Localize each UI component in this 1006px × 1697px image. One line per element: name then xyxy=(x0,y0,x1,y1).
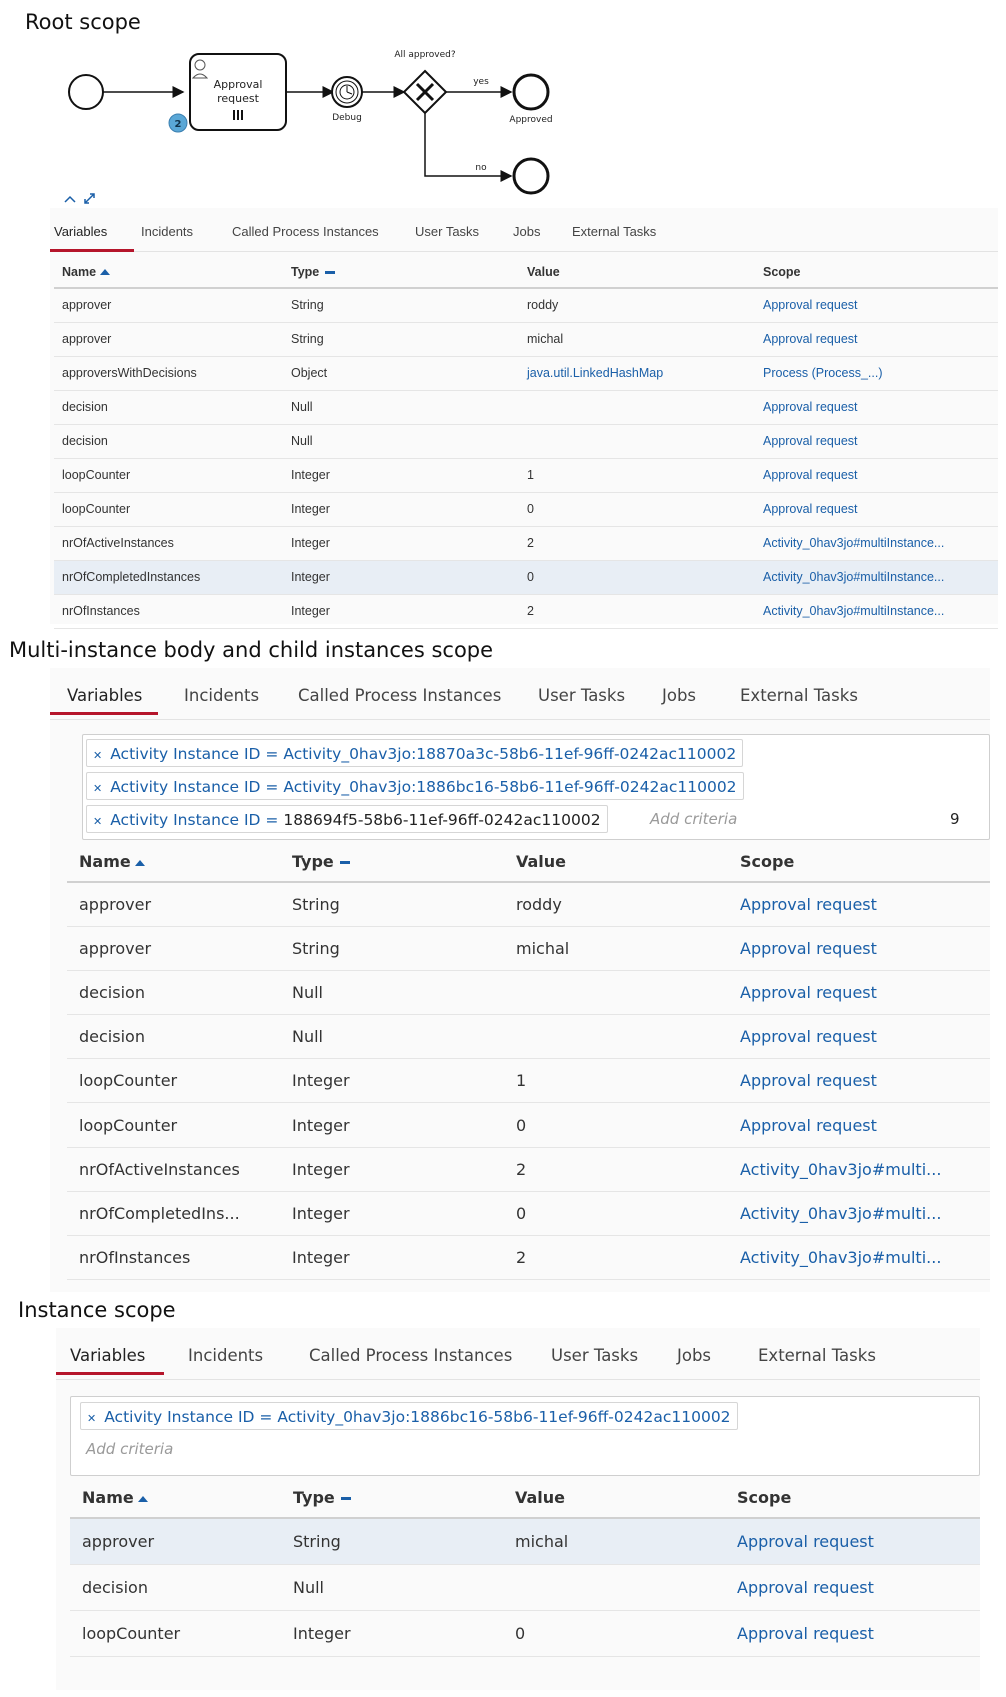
variable-type-cell: Integer xyxy=(290,458,526,492)
variable-scope-link[interactable]: Activity_0hav3jo#multiInstance... xyxy=(762,594,998,628)
variable-scope-link[interactable]: Approval request xyxy=(739,882,990,926)
tab-called-process-instances[interactable]: Called Process Instances xyxy=(232,224,379,239)
variable-scope-link[interactable]: Approval request xyxy=(762,390,998,424)
filter-chip-2[interactable]: ✕ Activity Instance ID = Activity_0hav3jo:1886bc16-58b6-11ef-96ff-0242ac110002 xyxy=(86,772,744,800)
table-row[interactable] xyxy=(54,288,998,322)
end-event-approved[interactable] xyxy=(514,75,548,109)
sort-ascending-icon[interactable] xyxy=(100,269,110,275)
column-type-header[interactable]: Type xyxy=(291,842,515,882)
column-value-header: Value xyxy=(514,1478,736,1518)
tab-external-tasks[interactable]: External Tasks xyxy=(740,686,858,705)
variable-value-cell: 0 xyxy=(514,1610,736,1656)
variable-name-cell: loopCounter xyxy=(54,492,290,526)
column-name-header[interactable]: Name xyxy=(70,1478,292,1518)
remove-filter-icon[interactable]: ✕ xyxy=(93,782,103,795)
multi-variables-table xyxy=(67,842,990,1280)
result-count: 9 xyxy=(950,810,960,828)
tab-user-tasks[interactable]: User Tasks xyxy=(538,686,626,705)
tab-variables[interactable]: Variables xyxy=(54,224,108,239)
column-name-header[interactable]: Name xyxy=(67,842,291,882)
variable-value-cell: roddy xyxy=(526,288,762,322)
table-row[interactable] xyxy=(54,492,998,526)
table-row[interactable] xyxy=(67,970,990,1014)
variable-value-cell: 2 xyxy=(515,1147,739,1191)
tab-called-process-instances[interactable]: Called Process Instances xyxy=(309,1346,513,1365)
variable-type-cell: Integer xyxy=(290,594,526,628)
tab-incidents[interactable]: Incidents xyxy=(141,224,194,239)
variable-scope-link[interactable]: Approval request xyxy=(739,1059,990,1103)
table-row[interactable] xyxy=(70,1610,980,1656)
variable-value-cell: michal xyxy=(515,926,739,970)
variable-type-cell: String xyxy=(291,882,515,926)
variable-name-cell: approver xyxy=(67,882,291,926)
variable-value-cell: 2 xyxy=(526,526,762,560)
variable-scope-link[interactable]: Approval request xyxy=(762,492,998,526)
tab-variables[interactable]: Variables xyxy=(67,686,143,705)
variable-name-cell: decision xyxy=(54,390,290,424)
variable-scope-link[interactable]: Activity_0hav3jo#multi... xyxy=(739,1236,990,1280)
table-row[interactable] xyxy=(70,1518,980,1564)
variable-type-cell: Null xyxy=(292,1564,514,1610)
variable-scope-link[interactable]: Approval request xyxy=(739,1103,990,1147)
tab-jobs[interactable]: Jobs xyxy=(677,1346,712,1365)
variable-value-cell xyxy=(514,1564,736,1610)
variable-name-cell: loopCounter xyxy=(67,1059,291,1103)
table-row[interactable] xyxy=(67,1191,990,1235)
variable-scope-link[interactable]: Approval request xyxy=(736,1610,980,1656)
variable-value-cell xyxy=(515,970,739,1014)
active-tab-indicator xyxy=(50,712,158,715)
table-row[interactable] xyxy=(54,356,998,390)
table-row[interactable] xyxy=(54,390,998,424)
variable-name-cell: nrOfActiveInstances xyxy=(54,526,290,560)
variable-type-cell: String xyxy=(290,288,526,322)
multi-variables-panel xyxy=(50,668,990,1292)
variable-scope-link[interactable]: Approval request xyxy=(736,1564,980,1610)
remove-filter-icon[interactable]: ✕ xyxy=(93,815,103,828)
table-row[interactable] xyxy=(67,1015,990,1059)
variable-value-cell: michal xyxy=(526,322,762,356)
task-label-line2: request xyxy=(217,92,259,105)
tab-jobs[interactable]: Jobs xyxy=(662,686,697,705)
variable-value-cell: 0 xyxy=(515,1191,739,1235)
variable-name-cell: decision xyxy=(70,1564,292,1610)
variable-type-cell: Integer xyxy=(291,1236,515,1280)
variable-type-cell: String xyxy=(291,926,515,970)
variable-name-cell: approver xyxy=(54,322,290,356)
variable-value-cell[interactable]: java.util.LinkedHashMap xyxy=(526,356,762,390)
column-scope-header: Scope xyxy=(736,1478,980,1518)
approval-request-task[interactable] xyxy=(169,54,286,132)
variable-scope-link[interactable]: Approval request xyxy=(762,322,998,356)
active-tab-indicator xyxy=(50,249,134,252)
instance-scope-title: Instance scope xyxy=(18,1298,176,1322)
root-scope-title: Root scope xyxy=(25,10,141,34)
tab-user-tasks[interactable]: User Tasks xyxy=(415,224,480,239)
variable-value-cell: michal xyxy=(514,1518,736,1564)
variable-scope-link[interactable]: Process (Process_...) xyxy=(762,356,998,390)
remove-filter-icon[interactable]: ✕ xyxy=(87,1412,97,1425)
variable-name-cell: nrOfActiveInstances xyxy=(67,1147,291,1191)
variable-type-cell: Object xyxy=(290,356,526,390)
timer-event[interactable] xyxy=(332,77,362,107)
variable-type-cell: String xyxy=(292,1518,514,1564)
instance-variables-table xyxy=(70,1478,980,1657)
variable-value-cell xyxy=(526,424,762,458)
instance-count-badge-label: 2 xyxy=(174,119,182,130)
table-row[interactable] xyxy=(67,1147,990,1191)
remove-filter-icon[interactable]: ✕ xyxy=(93,749,103,762)
variable-scope-link[interactable]: Approval request xyxy=(762,458,998,492)
variable-type-cell: Null xyxy=(291,1015,515,1059)
tab-jobs[interactable]: Jobs xyxy=(513,224,541,239)
table-row[interactable] xyxy=(67,882,990,926)
gateway-label: All approved? xyxy=(394,50,456,60)
table-row[interactable] xyxy=(54,424,998,458)
active-tab-indicator xyxy=(56,1372,164,1375)
variable-scope-link[interactable]: Activity_0hav3jo#multi... xyxy=(739,1191,990,1235)
tab-user-tasks[interactable]: User Tasks xyxy=(551,1346,639,1365)
variable-name-cell: nrOfCompletedInstances xyxy=(54,560,290,594)
tab-incidents[interactable]: Incidents xyxy=(184,686,260,705)
variable-scope-link[interactable]: Approval request xyxy=(739,1015,990,1059)
variable-name-cell: loopCounter xyxy=(67,1103,291,1147)
add-criteria-input[interactable]: Add criteria xyxy=(86,1440,174,1458)
filter-chip-1[interactable]: ✕ Activity Instance ID = Activity_0hav3jo:18870a3c-58b6-11ef-96ff-0242ac110002 xyxy=(86,739,743,767)
instance-variables-panel xyxy=(56,1328,980,1690)
filter-chip-1[interactable]: ✕ Activity Instance ID = Activity_0hav3jo:1886bc16-58b6-11ef-96ff-0242ac110002 xyxy=(80,1402,738,1430)
table-row[interactable] xyxy=(54,322,998,356)
sort-ascending-icon[interactable] xyxy=(138,1496,148,1502)
task-label-line1: Approval xyxy=(213,78,263,91)
multi-scope-title: Multi-instance body and child instances scope xyxy=(9,638,494,662)
table-row[interactable] xyxy=(67,1103,990,1147)
column-name-header[interactable]: Name xyxy=(54,256,290,288)
tab-external-tasks[interactable]: External Tasks xyxy=(572,224,657,239)
variable-value-cell: 0 xyxy=(526,560,762,594)
fullscreen-icon[interactable] xyxy=(85,194,94,203)
variable-scope-link[interactable]: Activity_0hav3jo#multiInstance... xyxy=(762,526,998,560)
column-value-header: Value xyxy=(515,842,739,882)
variable-type-cell: Null xyxy=(291,970,515,1014)
variable-name-cell: approversWithDecisions xyxy=(54,356,290,390)
table-row[interactable] xyxy=(67,926,990,970)
collapse-icon[interactable] xyxy=(65,197,75,202)
variable-scope-link[interactable]: Approval request xyxy=(739,970,990,1014)
variable-name-cell: approver xyxy=(54,288,290,322)
tab-incidents[interactable]: Incidents xyxy=(188,1346,264,1365)
variable-scope-link[interactable]: Approval request xyxy=(736,1518,980,1564)
variable-scope-link[interactable]: Activity_0hav3jo#multi... xyxy=(739,1147,990,1191)
variable-value-cell: 1 xyxy=(526,458,762,492)
timer-label: Debug xyxy=(332,113,362,123)
variable-type-cell: Integer xyxy=(291,1059,515,1103)
variable-name-cell: nrOfInstances xyxy=(67,1236,291,1280)
table-row[interactable] xyxy=(54,526,998,560)
table-row[interactable] xyxy=(67,1236,990,1280)
variable-type-cell: Null xyxy=(290,390,526,424)
variable-name-cell: loopCounter xyxy=(70,1610,292,1656)
variable-type-cell: Null xyxy=(290,424,526,458)
variable-scope-link[interactable]: Activity_0hav3jo#multiInstance... xyxy=(762,560,998,594)
end-event-rejected[interactable] xyxy=(514,159,548,193)
sort-none-icon[interactable] xyxy=(325,271,335,274)
variable-name-cell: nrOfCompletedIns... xyxy=(67,1191,291,1235)
variable-name-cell: decision xyxy=(67,1015,291,1059)
tab-variables[interactable]: Variables xyxy=(70,1346,146,1365)
variable-name-cell: approver xyxy=(67,926,291,970)
column-value-header: Value xyxy=(526,256,762,288)
variable-type-cell: Integer xyxy=(292,1610,514,1656)
end-approved-label: Approved xyxy=(509,115,553,125)
variable-scope-link[interactable]: Approval request xyxy=(762,288,998,322)
filter-chip-3[interactable]: ✕ Activity Instance ID = 188694f5-58b6-11ef-96ff-0242ac110002 xyxy=(86,805,608,833)
variable-scope-link[interactable]: Approval request xyxy=(739,926,990,970)
variable-value-cell xyxy=(526,390,762,424)
variable-name-cell: decision xyxy=(67,970,291,1014)
column-type-header[interactable]: Type xyxy=(290,256,526,288)
variable-value-cell: 1 xyxy=(515,1059,739,1103)
variable-type-cell: Integer xyxy=(291,1103,515,1147)
sort-none-icon[interactable] xyxy=(341,1497,351,1500)
start-event[interactable] xyxy=(69,75,103,109)
variable-type-cell: Integer xyxy=(291,1191,515,1235)
column-scope-header: Scope xyxy=(762,256,998,288)
column-scope-header: Scope xyxy=(739,842,990,882)
table-row[interactable] xyxy=(70,1564,980,1610)
variable-name-cell: approver xyxy=(70,1518,292,1564)
root-variables-panel xyxy=(50,208,998,624)
yes-flow-label: yes xyxy=(473,77,489,87)
variable-value-cell: 0 xyxy=(515,1103,739,1147)
variable-value-cell: 2 xyxy=(515,1236,739,1280)
variable-name-cell: loopCounter xyxy=(54,458,290,492)
sort-none-icon[interactable] xyxy=(340,861,350,864)
table-row[interactable] xyxy=(54,458,998,492)
variable-type-cell: Integer xyxy=(291,1147,515,1191)
sort-ascending-icon[interactable] xyxy=(135,860,145,866)
table-row[interactable] xyxy=(67,1059,990,1103)
variable-value-cell: roddy xyxy=(515,882,739,926)
tab-external-tasks[interactable]: External Tasks xyxy=(758,1346,876,1365)
variable-value-cell: 2 xyxy=(526,594,762,628)
add-criteria-input[interactable]: Add criteria xyxy=(650,810,738,828)
table-row[interactable] xyxy=(54,594,998,628)
tab-called-process-instances[interactable]: Called Process Instances xyxy=(298,686,502,705)
variable-name-cell: nrOfInstances xyxy=(54,594,290,628)
table-row[interactable] xyxy=(54,560,998,594)
variable-type-cell: String xyxy=(290,322,526,356)
variable-type-cell: Integer xyxy=(290,492,526,526)
variable-scope-link[interactable]: Approval request xyxy=(762,424,998,458)
no-flow-label: no xyxy=(475,163,487,173)
variable-name-cell: decision xyxy=(54,424,290,458)
column-type-header[interactable]: Type xyxy=(292,1478,514,1518)
variable-value-cell: 0 xyxy=(526,492,762,526)
variable-type-cell: Integer xyxy=(290,560,526,594)
exclusive-gateway[interactable] xyxy=(404,71,446,113)
variable-value-cell xyxy=(515,1015,739,1059)
root-variables-table xyxy=(54,256,998,629)
variable-type-cell: Integer xyxy=(290,526,526,560)
